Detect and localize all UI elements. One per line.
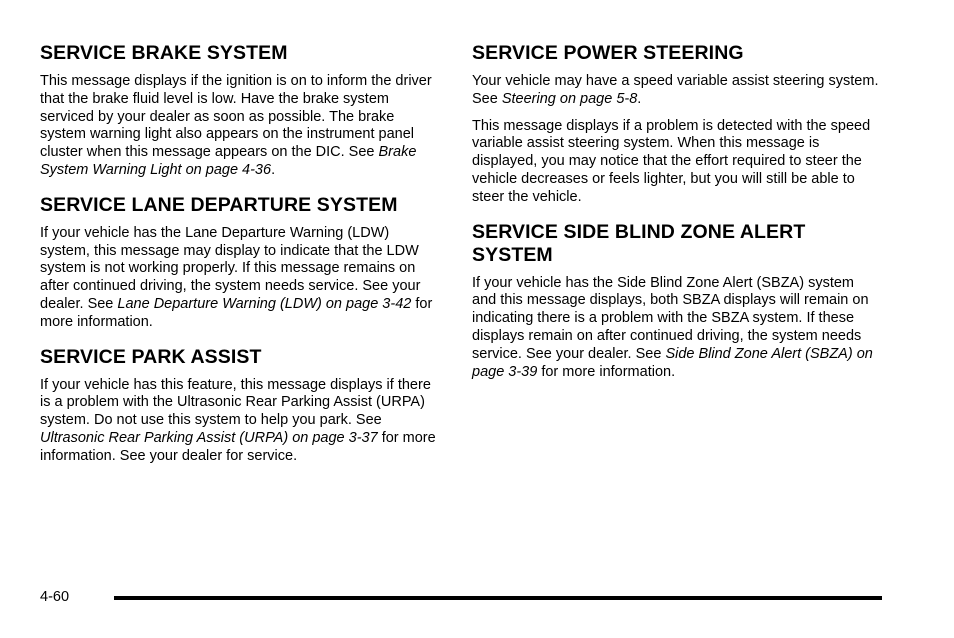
section-heading: SERVICE BRAKE SYSTEM	[40, 42, 288, 64]
right-column	[472, 42, 882, 395]
section-heading: SERVICE LANE DEPARTURE SYSTEM	[40, 193, 398, 216]
section-service-side-blind-zone-alert-system	[472, 221, 882, 382]
section-paragraph	[472, 275, 882, 382]
page-number: 4-60	[40, 589, 70, 605]
cross-reference: Brake System Warning Light on page 4-36	[40, 144, 417, 178]
section-heading: SERVICE PARK ASSIST	[40, 345, 262, 368]
cross-reference: Side Blind Zone Alert (SBZA) on page 3-39	[472, 345, 873, 380]
paragraph-text-tail: for more information. See your dealer for service.	[40, 429, 436, 464]
section-heading: SERVICE SIDE BLIND ZONE ALERT SYSTEM	[472, 220, 806, 266]
paragraph-text: If your vehicle has this feature, this message displays if there is a problem with the Ultrasonic Rear Parking Assist (URPA) system. Do not use this system to help you park. See	[40, 376, 431, 429]
paragraph-text: If your vehicle has the Lane Departure Warning (LDW) system, this message may display to indicate that the LDW system is not working properly. If this message remains on after continued driving, the system needs service. See your dealer. See	[40, 224, 421, 312]
section-service-park-assist	[40, 346, 440, 466]
section-paragraph	[40, 377, 440, 466]
paragraph-text: If your vehicle has the Side Blind Zone Alert (SBZA) system and this message displays, both SBZA displays will remain on indicating there is a problem with the SBZA system. If these displays remain on after continued driving, the system needs service. See your dealer. See	[472, 274, 869, 362]
cross-reference: Ultrasonic Rear Parking Assist (URPA) on page 3-37	[40, 429, 378, 446]
section-service-power-steering	[472, 42, 882, 207]
paragraph-text: This message displays if the ignition is on to inform the driver that the brake fluid level is low. Have the brake system serviced by your dealer as soon as possible. The brake system warning light also appears on the instrument panel cluster when this message appears on the DIC. See	[40, 73, 432, 161]
footer-rule	[114, 596, 882, 600]
cross-reference: Lane Departure Warning (LDW) on page 3-42	[117, 295, 412, 312]
left-column	[40, 42, 440, 480]
section-service-lane-departure-system	[40, 194, 440, 332]
section-paragraph	[472, 73, 882, 109]
section-heading: SERVICE POWER STEERING	[472, 42, 744, 64]
section-paragraph	[472, 118, 882, 207]
paragraph-text: This message displays if a problem is detected with the speed variable assist steering system. When this message is displayed, you may notice that the effort required to steer the vehicle decreases or feels lighter, but you will still be able to steer the vehicle.	[472, 117, 871, 205]
paragraph-text-tail: .	[637, 90, 642, 107]
section-paragraph	[40, 225, 440, 332]
paragraph-text-tail: for more information.	[40, 295, 433, 330]
paragraph-text-tail: .	[271, 161, 276, 178]
section-service-brake-system	[40, 42, 440, 180]
paragraph-text-tail: for more information.	[537, 363, 676, 380]
paragraph-text: Your vehicle may have a speed variable assist steering system. See	[472, 73, 879, 107]
cross-reference: Steering on page 5-8	[501, 90, 638, 107]
section-paragraph	[40, 73, 440, 180]
